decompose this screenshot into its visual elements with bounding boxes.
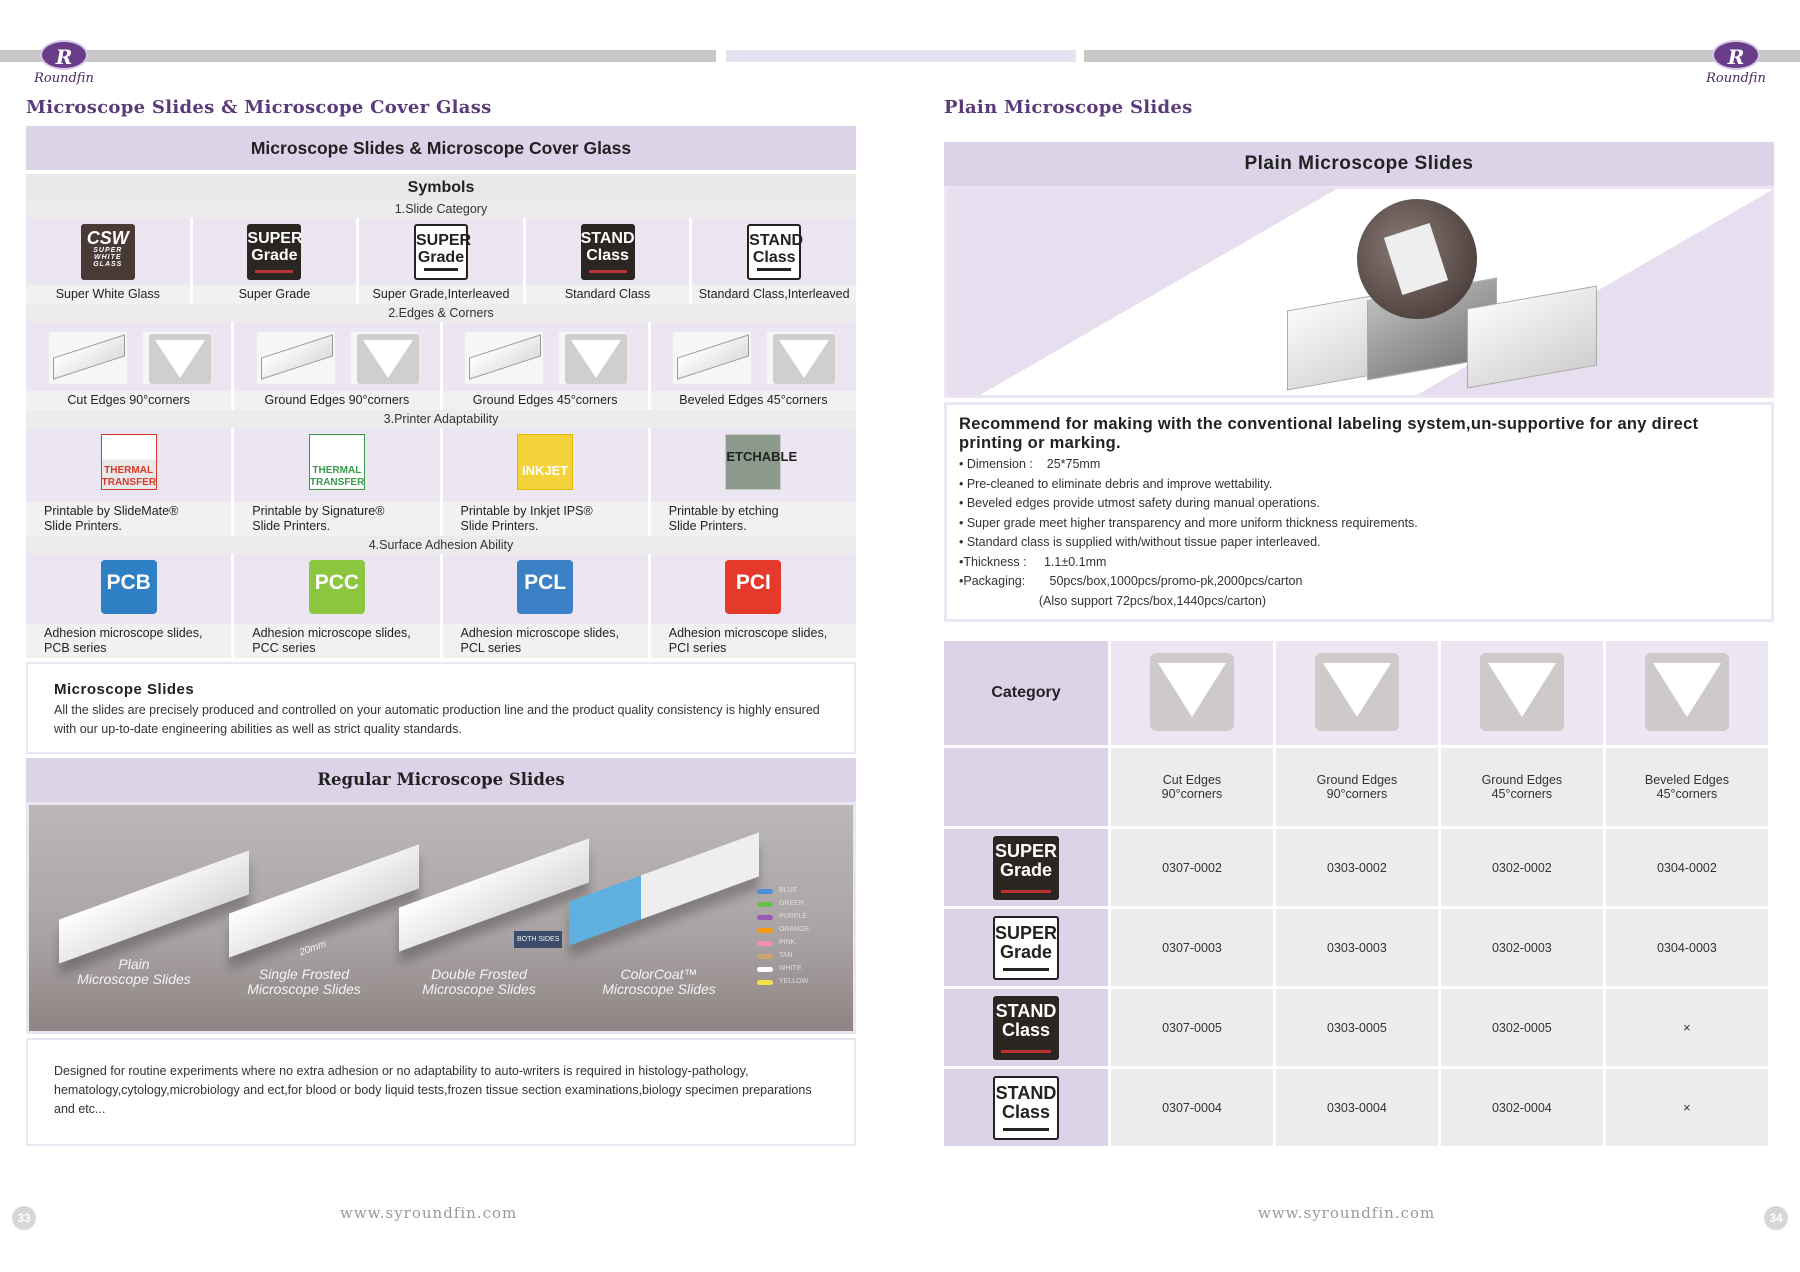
adhesion-label: Adhesion microscope slides, PCB series bbox=[26, 624, 231, 658]
category-standard-class bbox=[526, 218, 690, 304]
pcl-icon: PCL bbox=[517, 560, 573, 614]
pcb-icon: PCB bbox=[101, 560, 157, 614]
logo-brand: Roundfin bbox=[34, 71, 94, 86]
color-chip-orange bbox=[757, 928, 773, 933]
spec-line: •Packaging: 50pcs/box,1000pcs/promo-pk,2000pcs/carton bbox=[959, 574, 1303, 588]
color-chip-pink bbox=[757, 941, 773, 946]
color-label: TAN bbox=[779, 952, 793, 959]
table-cell: 0303-0003 bbox=[1276, 909, 1438, 986]
standard-class-badge-icon: STAND Class bbox=[581, 224, 635, 280]
table-cell: × bbox=[1606, 989, 1768, 1066]
table-cell: 0302-0002 bbox=[1441, 829, 1603, 906]
edge-ground-90 bbox=[234, 322, 439, 410]
table-cell: 0307-0005 bbox=[1111, 989, 1273, 1066]
table-row bbox=[944, 1069, 1768, 1146]
regular-slides-description bbox=[26, 1038, 856, 1146]
corner-icon bbox=[559, 332, 625, 384]
super-grade-interleaved-badge-icon: SUPER Grade bbox=[993, 916, 1059, 980]
printer-signature bbox=[234, 428, 439, 536]
caption-double-frosted: Double Frosted Microscope Slides bbox=[422, 966, 536, 997]
adhesion-pcc bbox=[234, 554, 439, 658]
slide-edge-icon bbox=[465, 332, 543, 384]
slide-category-row bbox=[26, 218, 856, 304]
edge-label: Beveled Edges 45°corners bbox=[651, 391, 856, 410]
printer-label: Printable by etching Slide Printers. bbox=[651, 502, 856, 536]
column-label: Beveled Edges 45°corners bbox=[1606, 748, 1768, 826]
category-super-grade-interleaved bbox=[359, 218, 523, 304]
plain-slides-hero-image bbox=[944, 186, 1774, 398]
empty-header-cell bbox=[944, 748, 1108, 826]
corner-ground-45-icon bbox=[1441, 641, 1603, 745]
thermal-transfer-icon: THERMAL TRANSFER bbox=[101, 434, 157, 490]
category-label: Super Grade bbox=[193, 285, 357, 304]
spec-line: (Also support 72pcs/box,1440pcs/carton) bbox=[959, 593, 1267, 608]
printer-title: 3.Printer Adaptability bbox=[26, 410, 856, 428]
adhesion-title: 4.Surface Adhesion Ability bbox=[26, 536, 856, 554]
slide-edge-icon bbox=[673, 332, 751, 384]
edge-label: Ground Edges 90°corners bbox=[234, 391, 439, 410]
page-number-right: 34 bbox=[1764, 1206, 1788, 1230]
logo-icon: R bbox=[40, 40, 88, 70]
printer-label: Printable by Signature® Slide Printers. bbox=[234, 502, 439, 536]
spec-line: • Super grade meet higher transparency and more uniform thickness requirements. bbox=[959, 515, 1418, 530]
category-label: Standard Class,Interleaved bbox=[692, 285, 856, 304]
category-table bbox=[941, 638, 1771, 1149]
corner-icon bbox=[767, 332, 833, 384]
row-badge-cell bbox=[944, 829, 1108, 906]
symbols-title: Symbols bbox=[26, 174, 856, 200]
category-super-grade bbox=[193, 218, 357, 304]
recommend-heading: Recommend for making with the conventional labeling system,un-supportive for any direct printing or marking. bbox=[959, 415, 1699, 452]
table-row bbox=[944, 909, 1768, 986]
table-cell: 0304-0002 bbox=[1606, 829, 1768, 906]
frost-mark: 20mm bbox=[297, 938, 328, 959]
microscope-slides-intro bbox=[26, 662, 856, 754]
table-cell: 0302-0003 bbox=[1441, 909, 1603, 986]
table-cell: 0307-0003 bbox=[1111, 909, 1273, 986]
color-label: PINK bbox=[779, 939, 796, 946]
color-label: BLUE bbox=[779, 887, 798, 894]
spec-line: • Beveled edges provide utmost safety during manual operations. bbox=[959, 496, 1320, 510]
color-label: GREEN bbox=[779, 900, 804, 907]
column-label: Ground Edges 45°corners bbox=[1441, 748, 1603, 826]
color-label: WHITE bbox=[779, 965, 802, 972]
standard-class-interleaved-badge-icon: STAND Class bbox=[747, 224, 801, 280]
footer-url-right[interactable]: www.syroundfin.com bbox=[1258, 1204, 1436, 1222]
super-grade-badge-icon: SUPER Grade bbox=[993, 836, 1059, 900]
left-page bbox=[26, 126, 856, 1146]
left-band-title: Microscope Slides & Microscope Cover Glass bbox=[26, 126, 856, 170]
regular-slides-photo bbox=[26, 802, 856, 1034]
edge-label: Ground Edges 45°corners bbox=[443, 391, 648, 410]
logo-brand: Roundfin bbox=[1706, 71, 1766, 86]
intro-text: All the slides are precisely produced and controlled on your automatic production line and the product quality consistency is highly ensured with our up-to-date engineering abilities as well as strict quality standards. bbox=[54, 703, 820, 736]
pcc-icon: PCC bbox=[309, 560, 365, 614]
table-row bbox=[944, 989, 1768, 1066]
category-standard-class-interleaved bbox=[692, 218, 856, 304]
specifications-box bbox=[944, 402, 1774, 622]
slide-category-title: 1.Slide Category bbox=[26, 200, 856, 218]
top-bar-middle bbox=[726, 50, 1076, 62]
top-bar-left bbox=[0, 50, 716, 62]
color-chip-yellow bbox=[757, 980, 773, 985]
corner-icon bbox=[351, 332, 417, 384]
spec-line: • Dimension : 25*75mm bbox=[959, 457, 1101, 471]
color-chip-purple bbox=[757, 915, 773, 920]
adhesion-row bbox=[26, 554, 856, 658]
adhesion-pci bbox=[651, 554, 856, 658]
adhesion-label: Adhesion microscope slides, PCI series bbox=[651, 624, 856, 658]
printer-slidemate bbox=[26, 428, 231, 536]
row-badge-cell bbox=[944, 909, 1108, 986]
csw-badge-icon: CSW SUPER WHITE GLASS bbox=[81, 224, 135, 280]
table-cell: 0303-0005 bbox=[1276, 989, 1438, 1066]
regular-slides-title: Regular Microscope Slides bbox=[26, 758, 856, 802]
table-cell: 0302-0004 bbox=[1441, 1069, 1603, 1146]
slide-edge-icon bbox=[257, 332, 335, 384]
column-label: Ground Edges 90°corners bbox=[1276, 748, 1438, 826]
table-cell: 0307-0004 bbox=[1111, 1069, 1273, 1146]
corner-cut-90-icon bbox=[1111, 641, 1273, 745]
category-super-white-glass bbox=[26, 218, 190, 304]
edges-row bbox=[26, 322, 856, 410]
plain-slide-image bbox=[59, 850, 249, 963]
colorcoat-slide-image bbox=[569, 832, 759, 945]
color-label: YELLOW bbox=[779, 978, 809, 985]
color-label: ORANGE bbox=[779, 926, 810, 933]
etchable-icon: ETCHABLE bbox=[725, 434, 781, 490]
corner-icon bbox=[143, 332, 209, 384]
caption-colorcoat: ColorCoat™ Microscope Slides bbox=[602, 966, 716, 997]
edge-beveled-45 bbox=[651, 322, 856, 410]
adhesion-pcl bbox=[443, 554, 648, 658]
spec-line: • Standard class is supplied with/without tissue paper interleaved. bbox=[959, 535, 1321, 549]
both-sides-tag: BOTH SIDES bbox=[514, 931, 562, 948]
printer-row bbox=[26, 428, 856, 536]
table-row bbox=[944, 829, 1768, 906]
printer-inkjet bbox=[443, 428, 648, 536]
adhesion-label: Adhesion microscope slides, PCC series bbox=[234, 624, 439, 658]
right-section-title: Plain Microscope Slides bbox=[944, 97, 1193, 118]
slide-edge-icon bbox=[49, 332, 127, 384]
edges-title: 2.Edges & Corners bbox=[26, 304, 856, 322]
table-cell: 0307-0002 bbox=[1111, 829, 1273, 906]
inkjet-icon: INKJET bbox=[517, 434, 573, 490]
table-cell: 0303-0004 bbox=[1276, 1069, 1438, 1146]
super-grade-interleaved-badge-icon: SUPER Grade bbox=[414, 224, 468, 280]
corner-ground-90-icon bbox=[1276, 641, 1438, 745]
left-section-title: Microscope Slides & Microscope Cover Glass bbox=[26, 97, 492, 118]
row-badge-cell bbox=[944, 1069, 1108, 1146]
table-cell: 0304-0003 bbox=[1606, 909, 1768, 986]
logo-left bbox=[24, 40, 104, 86]
spec-line: • Pre-cleaned to eliminate debris and improve wettability. bbox=[959, 476, 1273, 491]
logo-right bbox=[1696, 40, 1776, 86]
top-bar-right bbox=[1084, 50, 1800, 62]
edge-label: Cut Edges 90°corners bbox=[26, 391, 231, 410]
edge-cut-90 bbox=[26, 322, 231, 410]
table-cell: × bbox=[1606, 1069, 1768, 1146]
standard-class-badge-icon: STAND Class bbox=[993, 996, 1059, 1060]
logo-icon: R bbox=[1712, 40, 1760, 70]
printer-label: Printable by SlideMate® Slide Printers. bbox=[26, 502, 231, 536]
color-chip-white bbox=[757, 967, 773, 972]
adhesion-pcb bbox=[26, 554, 231, 658]
footer-url-left[interactable]: www.syroundfin.com bbox=[340, 1204, 518, 1222]
color-label: PURPLE bbox=[779, 913, 808, 920]
printer-label: Printable by Inkjet IPS® Slide Printers. bbox=[443, 502, 648, 536]
category-label: Super Grade,Interleaved bbox=[359, 285, 523, 304]
regular-slides-text: Designed for routine experiments where no extra adhesion or no adaptability to auto-writers is required in histology-pathology, hematology,cytology,microbiology and ect,for blood or body liquid tests,frozen tissue section examinations,biology specimen preparations and etc... bbox=[54, 1064, 812, 1116]
spec-line: •Thickness : 1.1±0.1mm bbox=[959, 554, 1107, 569]
pci-icon: PCI bbox=[725, 560, 781, 614]
caption-plain: Plain Microscope Slides bbox=[77, 956, 191, 987]
row-badge-cell bbox=[944, 989, 1108, 1066]
color-chip-green bbox=[757, 902, 773, 907]
page-number-left: 33 bbox=[12, 1206, 36, 1230]
standard-class-interleaved-badge-icon: STAND Class bbox=[993, 1076, 1059, 1140]
category-label: Super White Glass bbox=[26, 285, 190, 304]
category-label: Standard Class bbox=[526, 285, 690, 304]
corner-beveled-45-icon bbox=[1606, 641, 1768, 745]
intro-heading: Microscope Slides bbox=[54, 681, 195, 698]
category-header: Category bbox=[944, 641, 1108, 745]
edge-ground-45 bbox=[443, 322, 648, 410]
super-grade-badge-icon: SUPER Grade bbox=[247, 224, 301, 280]
table-cell: 0302-0005 bbox=[1441, 989, 1603, 1066]
thermal-transfer-icon: THERMAL TRANSFER bbox=[309, 434, 365, 490]
caption-single-frosted: Single Frosted Microscope Slides bbox=[247, 966, 361, 997]
color-chip-tan bbox=[757, 954, 773, 959]
column-label: Cut Edges 90°corners bbox=[1111, 748, 1273, 826]
right-band-title: Plain Microscope Slides bbox=[944, 142, 1774, 186]
color-chip-blue bbox=[757, 889, 773, 894]
table-cell: 0303-0002 bbox=[1276, 829, 1438, 906]
printer-etching bbox=[651, 428, 856, 536]
adhesion-label: Adhesion microscope slides, PCL series bbox=[443, 624, 648, 658]
right-page bbox=[944, 142, 1774, 1149]
